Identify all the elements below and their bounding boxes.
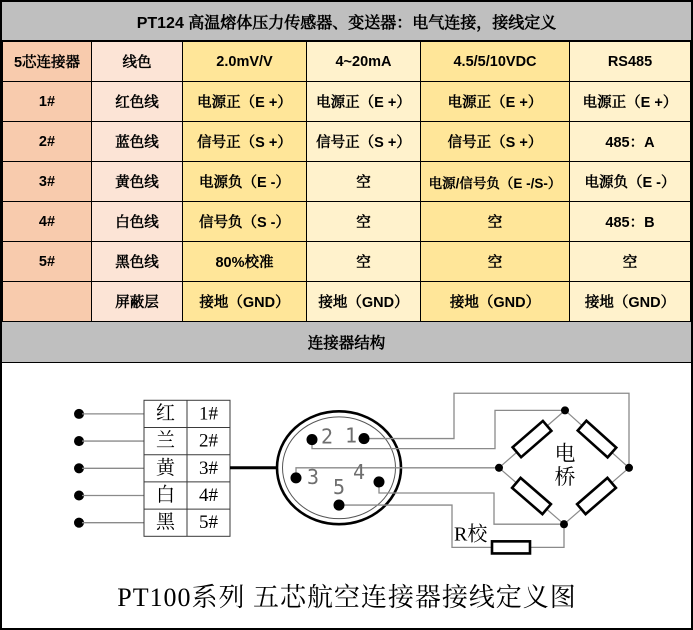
table-cell: 蓝色线: [92, 122, 183, 162]
header-cell-connector: 5芯连接器: [3, 42, 92, 82]
page-title: PT124 高温熔体压力传感器、变送器：电气连接，接线定义: [2, 2, 691, 41]
table-cell: 电源正（E +）: [421, 82, 570, 122]
table-row: [3, 82, 691, 122]
table-cell: 空: [570, 242, 691, 282]
table-cell: 空: [421, 202, 570, 242]
table-cell: 接地（GND）: [183, 282, 307, 322]
table-cell: 4#: [3, 202, 92, 242]
header-cell-mvv: 2.0mV/V: [183, 42, 307, 82]
table-cell: 接地（GND）: [421, 282, 570, 322]
wire-pin-label: 1#: [199, 403, 218, 425]
rcal-label: R校: [454, 523, 488, 546]
table-cell: 电源负（E -）: [183, 162, 307, 202]
bridge-resistor: [577, 478, 616, 514]
pin-5-dot: [334, 500, 345, 511]
table-cell: 接地（GND）: [570, 282, 691, 322]
wire-pin-label: 2#: [199, 430, 218, 452]
wiring-definition-table: [2, 41, 691, 322]
table-cell: 空: [421, 242, 570, 282]
table-cell: 5#: [3, 242, 92, 282]
table-cell: 黄色线: [92, 162, 183, 202]
table-cell: 电源正（E +）: [570, 82, 691, 122]
bridge-bottom-node: [560, 520, 568, 528]
pin-4-label: 4: [352, 459, 366, 484]
lead-wires: [74, 409, 144, 528]
bridge-right-node: [625, 464, 633, 472]
bridge-label-char-bottom: 桥: [554, 464, 576, 489]
pin-3-dot: [291, 472, 302, 483]
wire-color-table: [144, 400, 230, 536]
table-cell: 80%校准: [183, 242, 307, 282]
table-cell: 电源/信号负（E -/S-）: [421, 162, 570, 202]
wire-color-label: 兰: [155, 430, 176, 452]
table-cell: 电源正（E +）: [183, 82, 307, 122]
rcal-resistor: [492, 541, 530, 553]
table-cell: 电源正（E +）: [307, 82, 421, 122]
wire-color-label: 红: [155, 403, 176, 425]
table-row: [3, 282, 691, 322]
wire-color-label: 白: [155, 484, 176, 507]
connector-diagram-svg: [2, 363, 691, 628]
pin-4-dot: [374, 476, 385, 487]
table-row: [3, 162, 691, 202]
wire-color-label: 黑: [155, 512, 176, 534]
table-cell: [3, 282, 92, 322]
table-cell: 485：A: [570, 122, 691, 162]
table-cell: 电源负（E -）: [570, 162, 691, 202]
table-row: [3, 122, 691, 162]
table-cell: 信号负（S -）: [183, 202, 307, 242]
table-cell: 黑色线: [92, 242, 183, 282]
table-cell: 信号正（S +）: [421, 122, 570, 162]
table-cell: 信号正（S +）: [307, 122, 421, 162]
header-cell-wire-color: 线色: [92, 42, 183, 82]
table-cell: 3#: [3, 162, 92, 202]
table-header-row: [3, 42, 691, 82]
wire-color-label: 黄: [155, 457, 176, 479]
pin-1-dot: [359, 433, 370, 444]
bridge-top-node: [561, 406, 569, 414]
table-cell: 红色线: [92, 82, 183, 122]
bridge-resistor: [513, 421, 552, 457]
table-cell: 空: [307, 162, 421, 202]
bridge-resistor: [578, 421, 617, 458]
table-cell: 屏蔽层: [92, 282, 183, 322]
bridge-label-char-top: 电: [554, 441, 576, 466]
pin-2-label: 2: [320, 424, 334, 449]
wire-pin-label: 4#: [199, 484, 218, 507]
pin-2-dot: [307, 434, 318, 445]
header-cell-ma: 4~20mA: [307, 42, 421, 82]
table-cell: 485：B: [570, 202, 691, 242]
bridge-resistor: [512, 478, 551, 514]
connector-structure-diagram: [2, 363, 691, 628]
wire-pin-label: 5#: [199, 512, 218, 534]
table-cell: 信号正（S +）: [183, 122, 307, 162]
table-cell: 接地（GND）: [307, 282, 421, 322]
table-row: [3, 242, 691, 282]
table-row: [3, 202, 691, 242]
pin-3-label: 3: [306, 464, 320, 489]
pin-5-label: 5: [332, 474, 346, 499]
diagram-caption: PT100系列 五芯航空连接器接线定义图: [117, 582, 577, 612]
wheatstone-bridge: [495, 406, 633, 528]
calibration-resistor: [454, 522, 530, 553]
section-title: 连接器结构: [2, 322, 691, 363]
wire-pin-label: 3#: [199, 457, 218, 479]
table-cell: 白色线: [92, 202, 183, 242]
header-cell-rs485: RS485: [570, 42, 691, 82]
header-cell-vdc: 4.5/5/10VDC: [421, 42, 570, 82]
table-cell: 1#: [3, 82, 92, 122]
table-cell: 2#: [3, 122, 92, 162]
bridge-left-node: [495, 464, 503, 472]
table-cell: 空: [307, 202, 421, 242]
pin-1-label: 1: [344, 423, 358, 448]
table-cell: 空: [307, 242, 421, 282]
